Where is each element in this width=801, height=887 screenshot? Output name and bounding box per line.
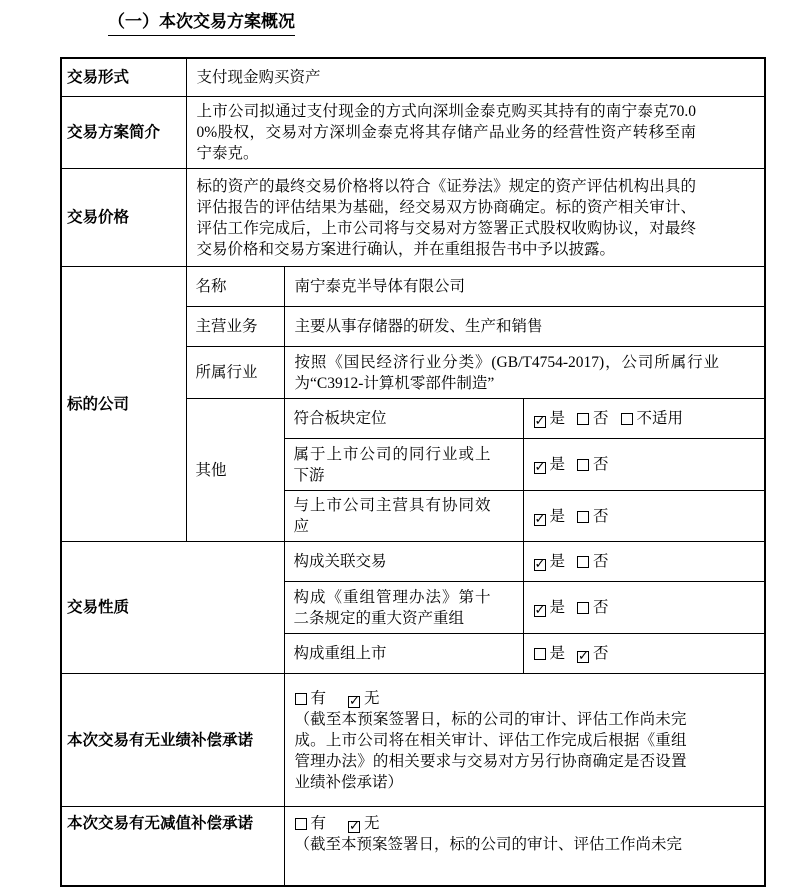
checkbox-option	[348, 815, 380, 832]
checkbox-option	[577, 508, 609, 525]
checkbox-unchecked-icon	[621, 413, 633, 425]
checkbox-checked-icon: ✓	[349, 693, 360, 709]
checkbox-option-label: 是	[549, 410, 566, 427]
checkbox-checked-icon: ✓	[349, 819, 360, 834]
checkbox-option-label: 无	[364, 815, 380, 832]
checkbox-option-label: 是	[549, 645, 566, 662]
checkbox-option	[534, 508, 566, 525]
checkbox-unchecked-icon	[577, 459, 589, 471]
checkbox-option	[295, 690, 327, 707]
answer-major-restructuring	[523, 582, 765, 634]
section-title	[108, 10, 801, 36]
row-target-company-name	[61, 267, 765, 307]
checkbox-unchecked-icon	[577, 556, 589, 568]
checkbox-option-label: 否	[593, 507, 609, 525]
checkbox-option	[534, 553, 566, 570]
target-industry-label: 所属行业	[186, 347, 284, 399]
checkbox-option-label: 有	[310, 815, 327, 832]
transaction-nature-label: 交易性质	[61, 542, 284, 674]
checkbox-option	[534, 410, 566, 427]
impairment-compensation-value	[284, 807, 765, 887]
checkbox-option-label: 是	[549, 599, 566, 616]
answer-synergy	[523, 491, 765, 542]
checkbox-checked-icon: ✓	[534, 414, 546, 429]
checkbox-option	[534, 456, 566, 473]
answer-restructuring-listing	[523, 634, 765, 674]
answer-same-industry	[523, 439, 765, 491]
performance-compensation-value	[284, 674, 765, 807]
checkbox-option-label: 否	[593, 553, 609, 570]
target-name-label: 名称	[186, 267, 284, 307]
target-business-label: 主营业务	[186, 307, 284, 347]
target-company-label: 标的公司	[61, 267, 186, 542]
checkbox-option-label: 否	[593, 599, 609, 616]
answer-related-party	[523, 542, 765, 582]
target-industry-value: 按照《国民经济行业分类》(GB/T4754-2017)，公司所属行业为“C3912-计算机零部件制造”	[284, 347, 765, 399]
checkbox-option	[577, 410, 609, 427]
performance-compensation-note: （截至本预案签署日，标的公司的审计、评估工作尚未完成。上市公司将在相关审计、评估工作完成后根据《重组管理办法》的相关要求与交易对方另行协商确定是否设置业绩补偿承诺）	[294, 710, 687, 791]
checkbox-option-label: 有	[310, 689, 327, 707]
checkbox-option-label: 否	[593, 456, 609, 473]
row-transaction-price	[61, 169, 765, 267]
impairment-compensation-label: 本次交易有无减值补偿承诺	[61, 807, 284, 887]
question-same-industry: 属于上市公司的同行业或上下游	[284, 439, 523, 491]
checkbox-option	[577, 645, 609, 662]
checkbox-checked-icon: ✓	[534, 511, 546, 527]
checkbox-checked-icon: ✓	[534, 557, 546, 572]
answer-board-position	[523, 399, 765, 439]
checkbox-checked-icon: ✓	[578, 649, 589, 664]
checkbox-option	[621, 410, 684, 427]
target-name-value: 南宁泰克半导体有限公司	[284, 267, 765, 307]
checkbox-unchecked-icon	[295, 818, 307, 830]
checkbox-option-label: 是	[549, 553, 566, 570]
row-performance-compensation	[61, 674, 765, 807]
checkbox-option-label: 不适用	[636, 410, 684, 427]
transaction-form-label: 交易形式	[61, 58, 186, 97]
transaction-summary-label: 交易方案简介	[61, 97, 186, 169]
question-synergy: 与上市公司主营具有协同效应	[284, 491, 523, 542]
checkbox-option-label: 无	[364, 689, 380, 707]
row-transaction-summary	[61, 97, 765, 169]
impairment-compensation-options	[295, 813, 755, 834]
performance-compensation-label: 本次交易有无业绩补偿承诺	[61, 674, 284, 807]
checkbox-unchecked-icon	[577, 413, 589, 425]
row-nature-related-party	[61, 542, 765, 582]
question-related-party: 构成关联交易	[284, 542, 523, 582]
transaction-summary-value: 上市公司拟通过支付现金的方式向深圳金泰克购买其持有的南宁泰克70.00%股权，交易对方深圳金泰克将其存储产品业务的经营性资产转移至南宁泰克。	[186, 97, 765, 169]
transaction-overview-table	[60, 57, 766, 887]
checkbox-option-label: 否	[593, 410, 609, 427]
transaction-price-label: 交易价格	[61, 169, 186, 267]
row-transaction-form	[61, 58, 765, 97]
checkbox-option	[577, 553, 609, 570]
checkbox-option	[577, 456, 609, 473]
checkbox-unchecked-icon	[577, 602, 589, 614]
row-impairment-compensation	[61, 807, 765, 887]
checkbox-option-label: 是	[549, 456, 566, 473]
question-restructuring-listing: 构成重组上市	[284, 634, 523, 674]
checkbox-unchecked-icon	[295, 693, 307, 705]
checkbox-unchecked-icon	[577, 511, 589, 523]
checkbox-option-label: 是	[549, 507, 566, 525]
checkbox-option	[534, 645, 566, 662]
question-board-position: 符合板块定位	[284, 399, 523, 439]
target-other-label: 其他	[186, 399, 284, 542]
impairment-compensation-note: （截至本预案签署日，标的公司的审计、评估工作尚未完	[294, 836, 683, 853]
checkbox-checked-icon: ✓	[534, 603, 546, 618]
transaction-price-value: 标的资产的最终交易价格将以符合《证券法》规定的资产评估机构出具的评估报告的评估结果为基础，经交易双方协商确定。标的资产相关审计、评估工作完成后，上市公司将与交易对方签署正式股权收购协议，对最终交易价格和交易方案进行确认，并在重组报告书中予以披露。	[186, 169, 765, 267]
checkbox-option	[534, 599, 566, 616]
transaction-form-value: 支付现金购买资产	[186, 58, 765, 97]
checkbox-option	[577, 599, 609, 616]
checkbox-option	[295, 815, 327, 832]
target-business-value: 主要从事存储器的研发、生产和销售	[284, 307, 765, 347]
checkbox-option-label: 否	[593, 645, 609, 662]
checkbox-checked-icon: ✓	[534, 460, 546, 475]
question-major-restructuring: 构成《重组管理办法》第十二条规定的重大资产重组	[284, 582, 523, 634]
section-title-text: （一）本次交易方案概况	[108, 10, 295, 36]
performance-compensation-options	[295, 688, 755, 709]
checkbox-unchecked-icon	[534, 648, 546, 660]
checkbox-option	[348, 690, 380, 707]
